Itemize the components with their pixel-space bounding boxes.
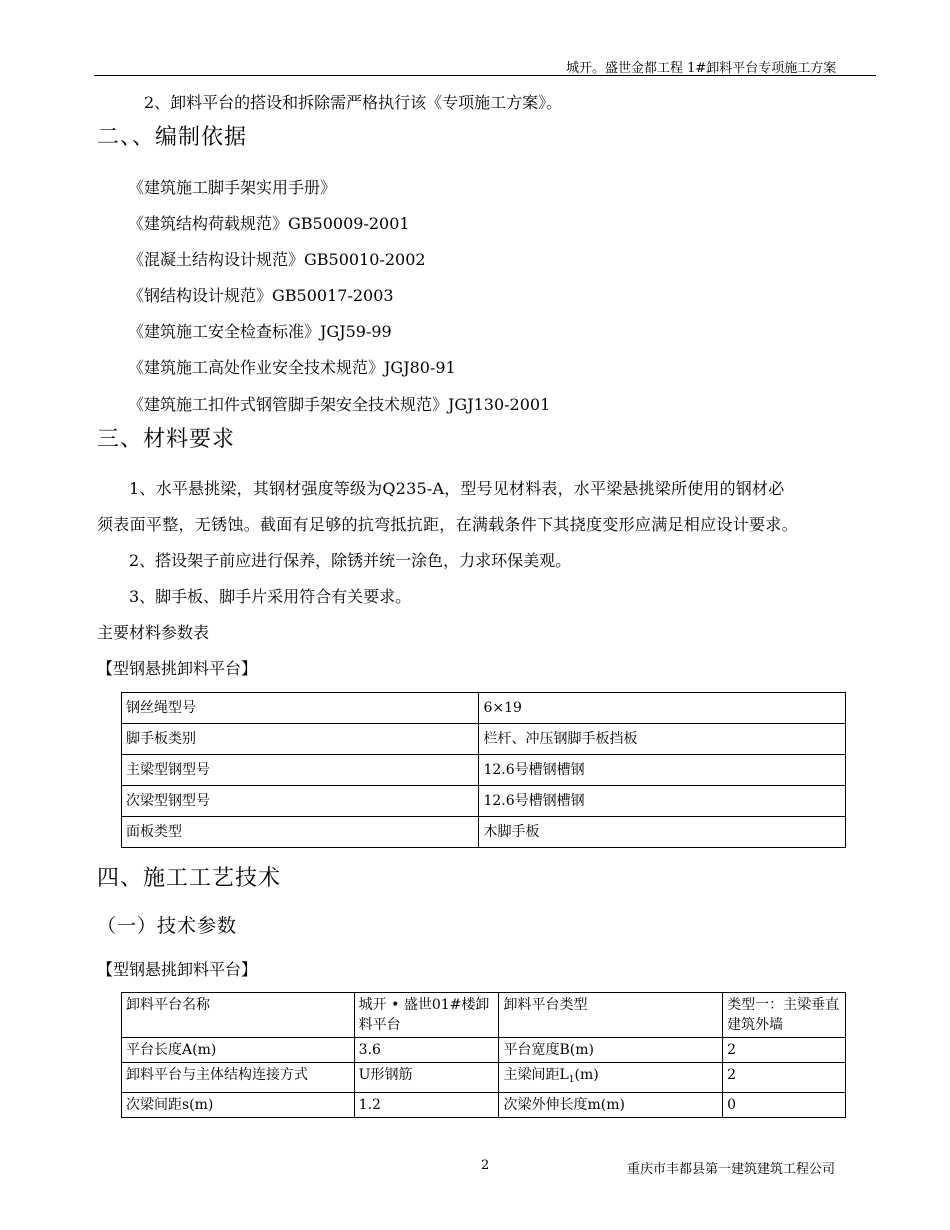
reference-item: 《建筑施工扣件式钢管脚手架安全技术规范》JGJ130-2001 bbox=[128, 395, 551, 414]
table-cell: 类型一：主梁垂直建筑外墙 bbox=[723, 993, 846, 1038]
table-cell: 2 bbox=[723, 1038, 846, 1063]
table-cell: 次梁间距s(m) bbox=[122, 1093, 355, 1118]
material-table-subtitle: 【型钢悬挑卸料平台】 bbox=[97, 659, 258, 678]
table-cell: 卸料平台类型 bbox=[499, 993, 723, 1038]
table-cell bbox=[499, 1063, 723, 1093]
table-cell: 6×19 bbox=[479, 693, 846, 724]
section-3-heading: 三、材料要求 bbox=[97, 427, 236, 452]
table-cell: 平台长度A(m) bbox=[122, 1038, 355, 1063]
table-cell: 主梁型钢型号 bbox=[122, 755, 479, 786]
table-row bbox=[122, 1063, 846, 1093]
section-2-heading: 二、、编制依据 bbox=[97, 125, 248, 150]
material-paragraph-3: 3、脚手板、脚手片采用符合有关要求。 bbox=[129, 587, 412, 606]
header-rule bbox=[94, 75, 876, 76]
table-cell: 栏杆、冲压钢脚手板挡板 bbox=[479, 724, 846, 755]
table-cell: 卸料平台名称 bbox=[122, 993, 355, 1038]
section-4-subheading: （一）技术参数 bbox=[97, 915, 238, 937]
table-cell: 平台宽度B(m) bbox=[499, 1038, 723, 1063]
material-table-title: 主要材料参数表 bbox=[97, 623, 210, 642]
reference-item: 《建筑结构荷载规范》GB50009-2001 bbox=[128, 214, 410, 233]
intro-item-2: 2、卸料平台的搭设和拆除需严格执行该《专项施工方案》。 bbox=[144, 93, 563, 112]
beam-spacing-unit: (m) bbox=[574, 1067, 599, 1083]
beam-spacing-label: 主梁间距L bbox=[503, 1067, 569, 1083]
tech-params-table bbox=[121, 992, 846, 1118]
reference-item: 《建筑施工高处作业安全技术规范》JGJ80-91 bbox=[128, 358, 456, 377]
table-cell: 卸料平台与主体结构连接方式 bbox=[122, 1063, 355, 1093]
table-row bbox=[122, 1093, 846, 1118]
page-number: 2 bbox=[481, 1158, 490, 1173]
material-paragraph-2: 2、搭设架子前应进行保养，除锈并统一涂色，力求环保美观。 bbox=[129, 551, 572, 570]
table-row bbox=[122, 786, 846, 817]
table-row bbox=[122, 1038, 846, 1063]
material-paragraph-1-line-2: 须表面平整，无锈蚀。截面有足够的抗弯抵抗距，在满载条件下其挠度变形应满足相应设计要求。 bbox=[97, 515, 798, 534]
material-paragraph-1-line-1: 1、水平悬挑梁，其钢材强度等级为Q235-A，型号见材料表，水平梁悬挑梁所使用的钢材必 bbox=[129, 479, 785, 498]
table-cell: 1.2 bbox=[354, 1093, 499, 1118]
table-cell: 木脚手板 bbox=[479, 817, 846, 848]
table-cell: 次梁外伸长度m(m) bbox=[499, 1093, 723, 1118]
table-cell: 12.6号槽钢槽钢 bbox=[479, 786, 846, 817]
material-params-table bbox=[121, 692, 846, 848]
reference-item: 《钢结构设计规范》GB50017-2003 bbox=[128, 286, 394, 305]
section-4-heading: 四、施工工艺技术 bbox=[97, 866, 282, 891]
table-cell: 2 bbox=[723, 1063, 846, 1093]
table-cell: 次梁型钢型号 bbox=[122, 786, 479, 817]
footer-company: 重庆市丰都县第一建筑建筑工程公司 bbox=[627, 1162, 836, 1177]
table-cell: 城开 • 盛世01#楼卸料平台 bbox=[354, 993, 499, 1038]
table-cell: 钢丝绳型号 bbox=[122, 693, 479, 724]
table-row bbox=[122, 817, 846, 848]
table-row bbox=[122, 755, 846, 786]
table-cell: 0 bbox=[723, 1093, 846, 1118]
reference-item: 《建筑施工脚手架实用手册》 bbox=[128, 178, 337, 197]
table-cell: U形钢筋 bbox=[354, 1063, 499, 1093]
table-cell: 3.6 bbox=[354, 1038, 499, 1063]
reference-item: 《建筑施工安全检查标准》JGJ59-99 bbox=[128, 322, 392, 341]
running-header: 城开。盛世金都工程 1#卸料平台专项施工方案 bbox=[566, 61, 837, 76]
table-row bbox=[122, 724, 846, 755]
reference-item: 《混凝土结构设计规范》GB50010-2002 bbox=[128, 250, 426, 269]
table-row bbox=[122, 693, 846, 724]
table-cell: 脚手板类别 bbox=[122, 724, 479, 755]
table-cell: 面板类型 bbox=[122, 817, 479, 848]
table-cell: 12.6号槽钢槽钢 bbox=[479, 755, 846, 786]
beam-spacing-subscript: 1 bbox=[568, 1075, 575, 1085]
table-row bbox=[122, 993, 846, 1038]
tech-table-subtitle: 【型钢悬挑卸料平台】 bbox=[97, 960, 258, 979]
